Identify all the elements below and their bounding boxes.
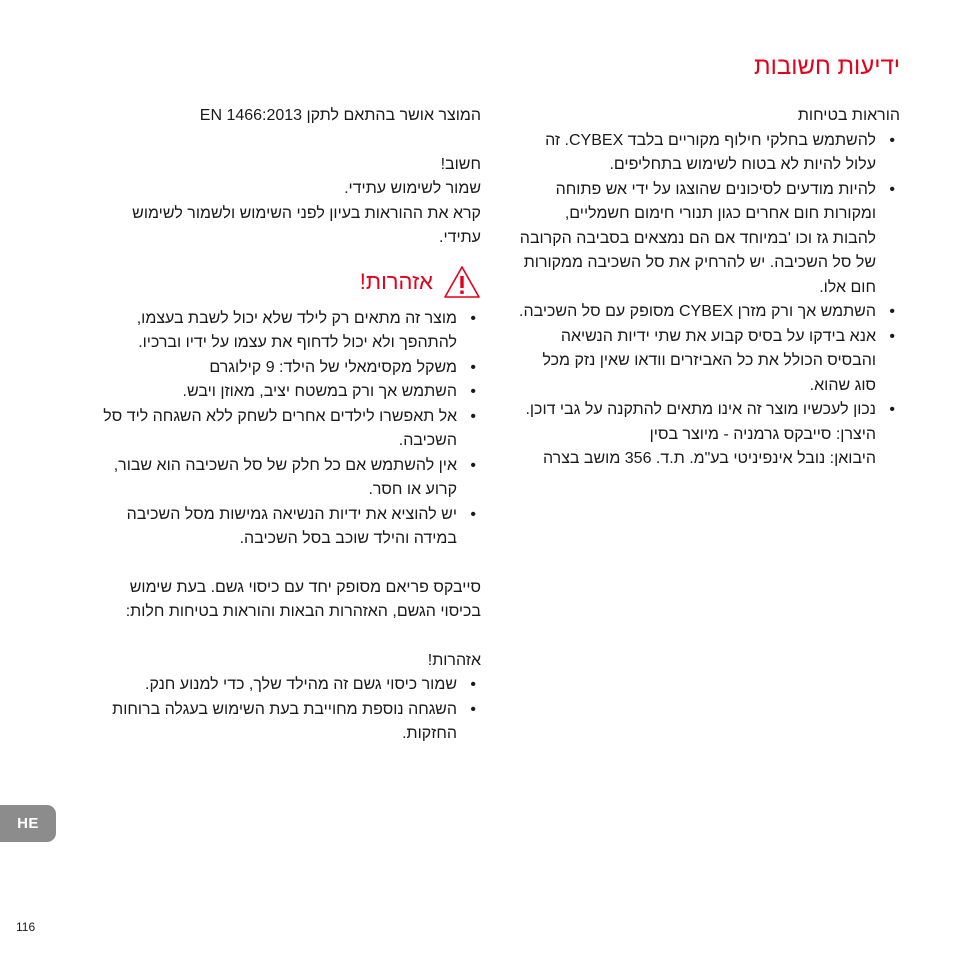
list-item: • אין להשתמש אם כל חלק של סל השכיבה הוא שבור, קרוע או חסר. — [96, 454, 481, 503]
list-item: • מוצר זה מתאים רק לילד שלא יכול לשבת בעצמו, להתהפך ולא יכול לדחוף את עצמו על ידיו וברכיו. — [96, 307, 481, 356]
warning-triangle-icon — [443, 265, 481, 299]
list-item: • אנא בידקו על בסיס קבוע את שתי ידיות הנשיאה והבסיס הכולל את כל האביזרים וודאו שאין נזק מכל סוג שהוא. — [518, 325, 900, 399]
safety-heading: הוראות בטיחות — [797, 107, 900, 124]
list-item: • נכון לעכשיו מוצר זה אינו מתאים להתקנה על גבי דוכן. — [518, 398, 900, 423]
list-item: • אל תאפשרו לילדים אחרים לשחק ללא השגחה ליד סל השכיבה. — [96, 405, 481, 454]
warnings-column — [96, 104, 481, 747]
rain-cover-intro: סייבקס פריאם מסופק יחד עם כיסוי גשם. בעת שימוש בכיסוי הגשם, האזהרות הבאות והוראות בטיחות חלות: — [125, 578, 481, 620]
warnings2-label: אזהרות! — [427, 651, 481, 669]
list-item: • השגחה נוספת מחוייבת בעת השימוש בעגלה ברוחות החזקות. — [96, 698, 481, 747]
list-item: • להשתמש בחלקי חילוף מקוריים בלבד CYBEX. זה עלול להיות לא בטוח לשימוש בתחליפים. — [518, 129, 900, 178]
manufacturer-line: היצרן: סייבקס גרמניה - מיוצר בסין — [649, 425, 876, 443]
safety-instructions-column — [518, 104, 900, 472]
page-title: ידיעות חשובות — [754, 53, 900, 80]
list-item: • שמור כיסוי גשם זה מהילד שלך, כדי למנוע חנק. — [96, 673, 481, 698]
approval-line: המוצר אושר בהתאם לתקן EN 1466:2013 — [199, 107, 481, 124]
warning-title: אזהרות! — [359, 268, 433, 294]
read-line: קרא את ההוראות בעיון לפני השימוש ולשמור לשימוש עתידי. — [132, 204, 481, 246]
language-badge: HE — [0, 805, 56, 842]
safety-list — [518, 129, 900, 423]
list-item: • יש להוציא את ידיות הנשיאה גמישות מסל השכיבה במידה והילד שוכב בסל השכיבה. — [96, 503, 481, 552]
list-item: • משקל מקסימאלי של הילד: 9 קילוגרם — [96, 356, 481, 381]
list-item: • השתמש אך ורק במשטח יציב, מאוזן ויבש. — [96, 380, 481, 405]
keep-line: שמור לשימוש עתידי. — [344, 180, 481, 197]
page-number: 116 — [16, 920, 36, 934]
rain-cover-list — [96, 673, 481, 747]
warning-heading — [96, 265, 481, 299]
important-label: חשוב! — [440, 155, 481, 173]
list-item: • להיות מודעים לסיכונים שהוצגו על ידי אש פתוחה ומקורות חום אחרים כגון תנורי חימום חשמליים, להבות גז וכו 'במיוחד אם הם נמצאים בסביבה הקרובה של סל השכיבה. יש להרחיק את סל השכיבה ממקורות חום אלו. — [518, 178, 900, 301]
warning-list — [96, 307, 481, 552]
list-item: • השתמש אך ורק מזרן CYBEX מסופק עם סל השכיבה. — [518, 300, 900, 325]
importer-line: היבואן: נובל אינפיניטי בע"מ. ת.ד. 356 מושב בצרה — [542, 450, 876, 467]
